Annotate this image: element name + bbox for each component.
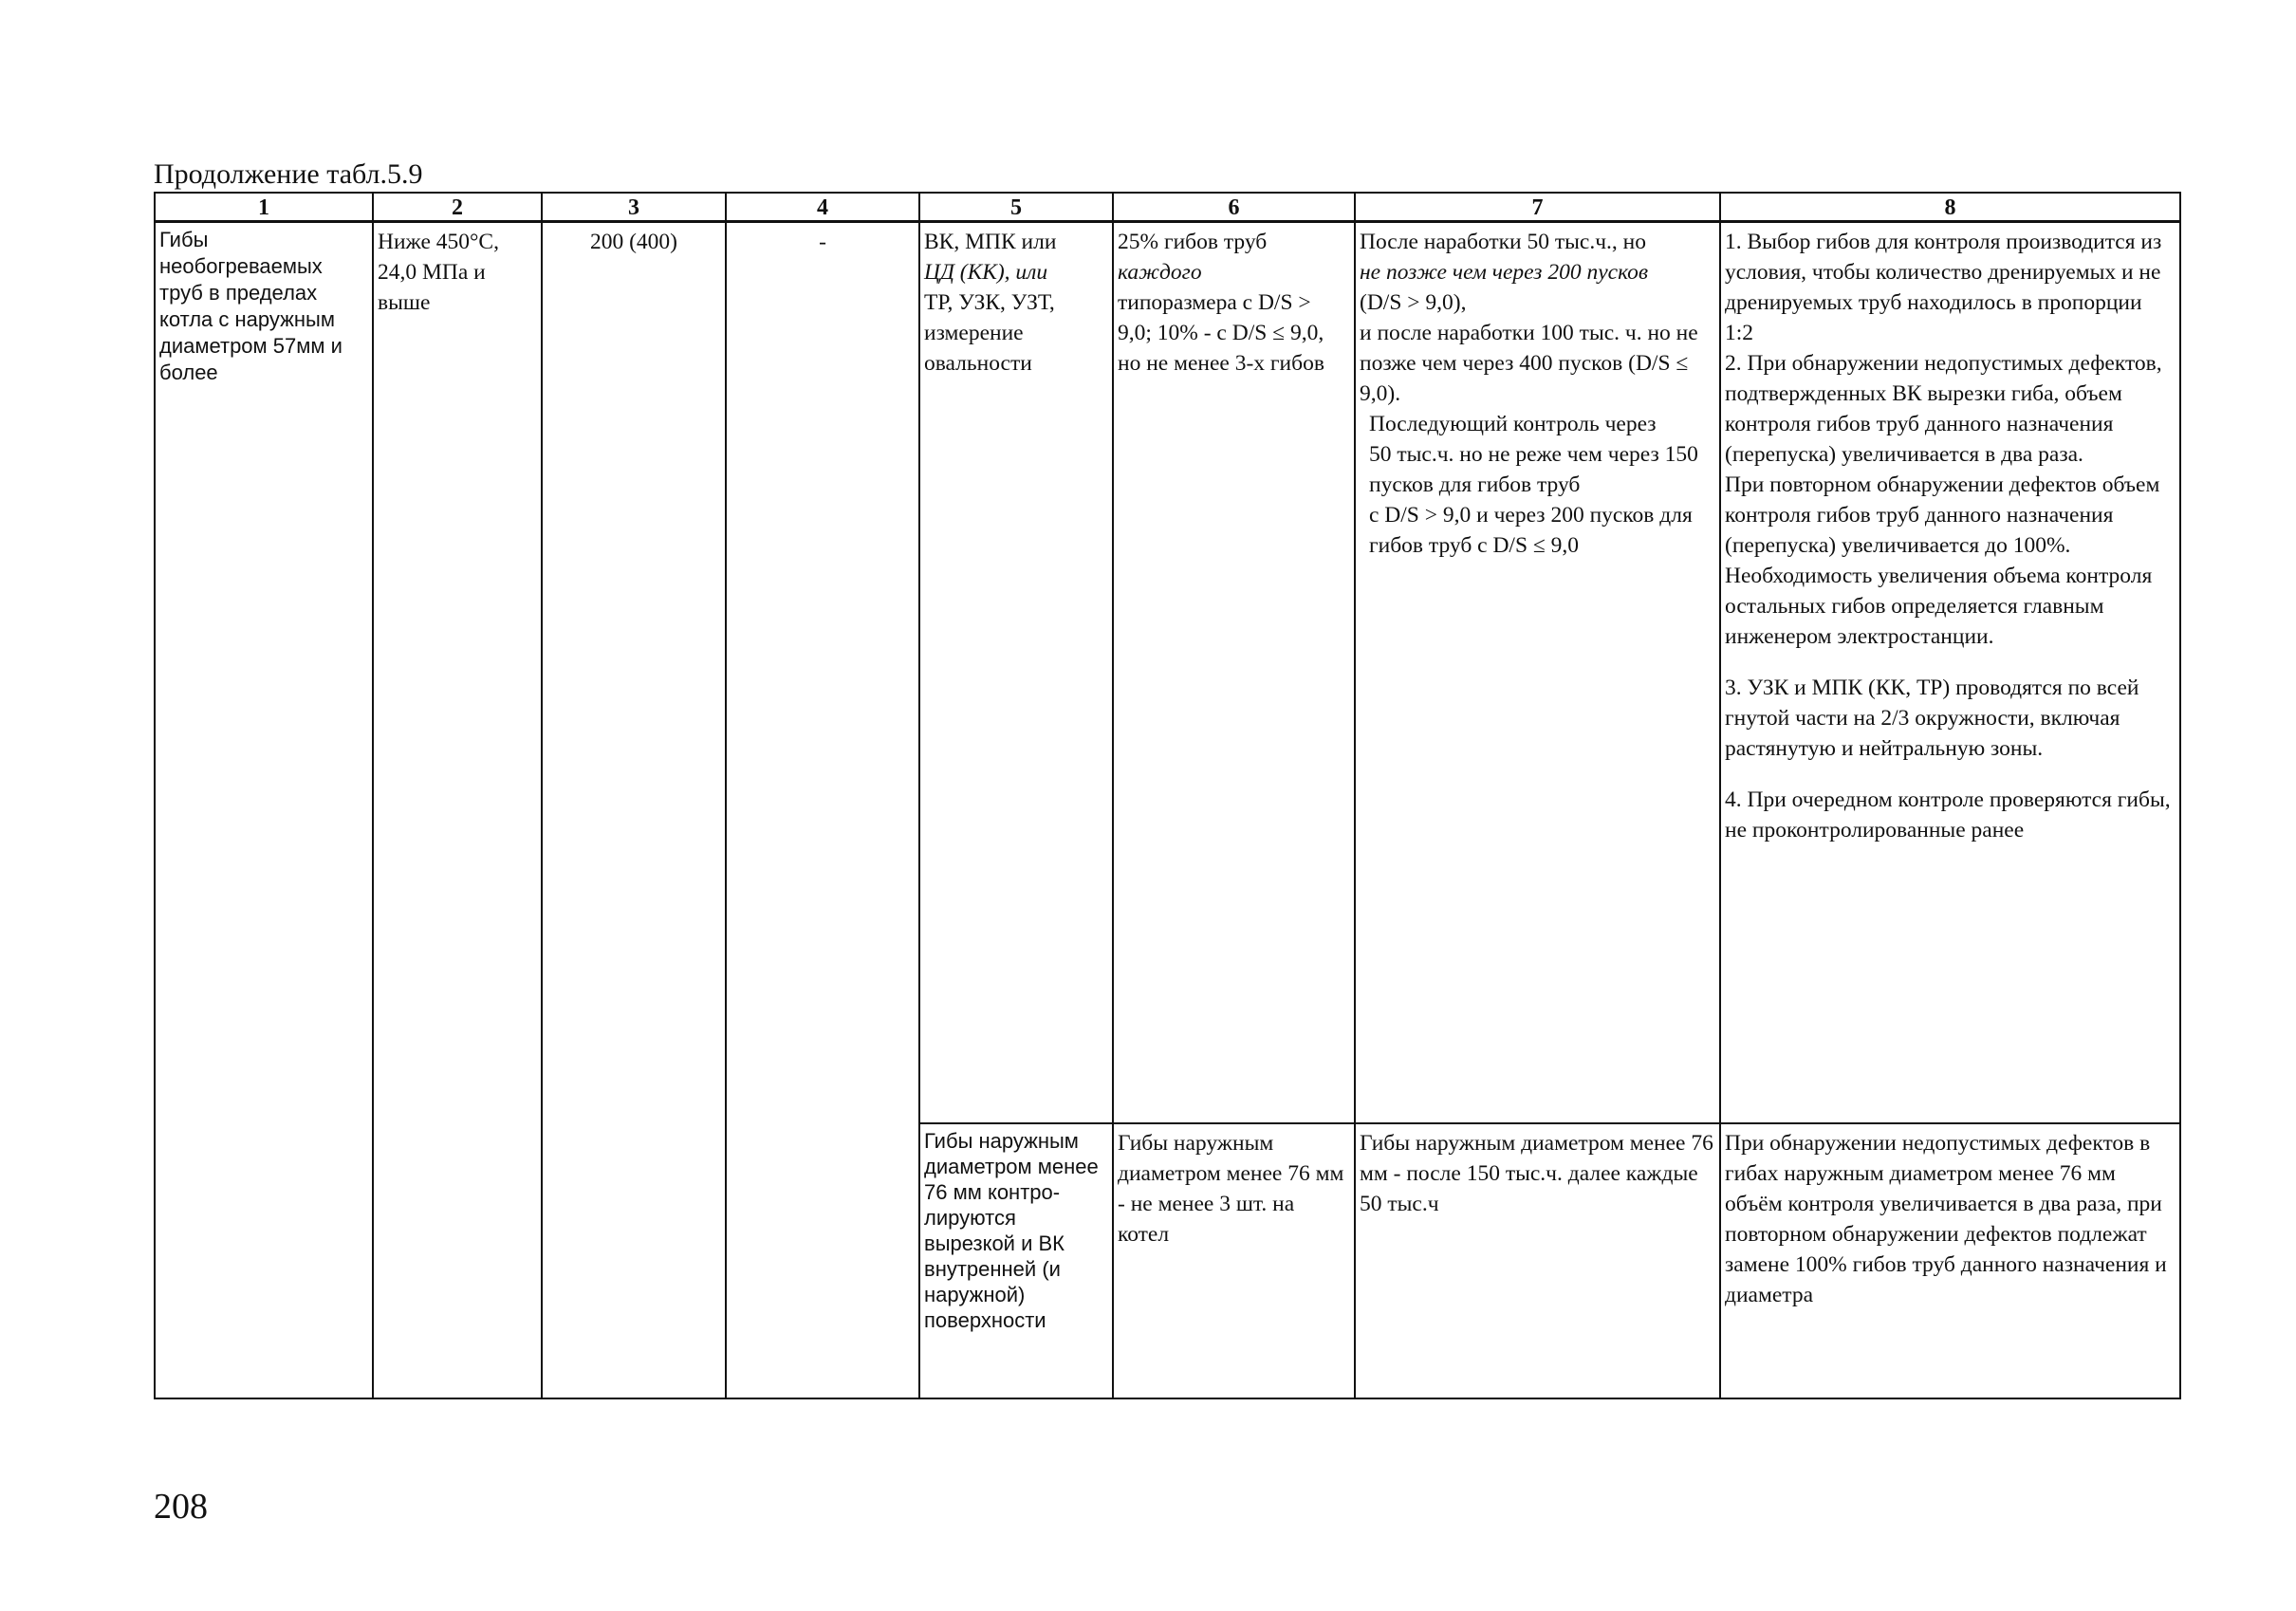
- small-bends-periodicity-cell: Гибы наружным диаметром менее 76 мм - после 150 тыс.ч. далее каждые 50 тыс.ч: [1355, 1123, 1720, 1398]
- column-number-3: 3: [542, 193, 726, 222]
- column-number-1: 1: [155, 193, 373, 222]
- periodicity-line: После наработки 50 тыс.ч., но: [1360, 230, 1647, 254]
- note-item: 4. При очередном контроле проверяются гибы, не проконтролированные ранее: [1725, 787, 2171, 843]
- control-method-line: ТР, УЗК, УЗТ, измерение овальности: [924, 290, 1055, 376]
- column-number-7: 7: [1355, 193, 1720, 222]
- note-item: 2. При обнаружении недопустимых дефектов, подтвержденных ВК вырезки гиба, объем контроля гибов труб данного назначения (перепуска) увеличивается в два раза.: [1725, 351, 2162, 467]
- note-item: 1. Выбор гибов для контроля производится из условия, чтобы количество дренируемых и не дренируемых труб находилось в пропорции 1:2: [1725, 230, 2162, 345]
- note-spacer: [1725, 652, 2176, 673]
- note-item: Необходимость увеличения объема контроля остальных гибов определяется главным инженером электростанции.: [1725, 564, 2153, 649]
- column-number-row: [155, 193, 2180, 222]
- table-row: [155, 222, 2180, 1123]
- periodicity-line: с D/S > 9,0 и через 200 пусков для гибов труб с D/S ≤ 9,0: [1369, 503, 1693, 558]
- column-number-8: 8: [1720, 193, 2180, 222]
- notes-cell: [1720, 222, 2180, 1123]
- periodicity-line: Последующий контроль через: [1369, 412, 1657, 436]
- periodicity-line: 50 тыс.ч. но не реже чем через 150 пусков для гибов труб: [1369, 442, 1698, 497]
- column-4-cell: -: [726, 222, 919, 1398]
- control-method-line: ВК, МПК или: [924, 230, 1057, 254]
- column-number-6: 6: [1113, 193, 1355, 222]
- operating-parameters-cell: Ниже 450°С, 24,0 МПа и выше: [373, 222, 542, 1398]
- control-method-line: ЦД (КК), или: [924, 260, 1048, 285]
- small-bends-scope-cell: Гибы наружным диаметром менее 76 мм - не менее 3 шт. на котел: [1113, 1123, 1355, 1398]
- control-periodicity-cell: [1355, 222, 1720, 1123]
- control-scope-line: каждого: [1118, 260, 1202, 285]
- periodicity-line: (D/S > 9,0),: [1360, 290, 1467, 315]
- element-description-cell: Гибы необогреваемых труб в пределах котла с наружным диаметром 57мм и более: [155, 222, 373, 1398]
- operating-hours-cell: 200 (400): [542, 222, 726, 1398]
- small-bends-method-cell: Гибы наружным диаметром менее 76 мм контро-лируются вырезкой и ВК внутренней (и наружной) поверхности: [919, 1123, 1113, 1398]
- control-scope-line: 25% гибов труб: [1118, 230, 1268, 254]
- control-scope-line: типоразмера с D/S > 9,0; 10% - с D/S ≤ 9,0, но не менее 3-х гибов: [1118, 290, 1324, 376]
- periodicity-line: не позже чем через 200 пусков: [1360, 260, 1649, 285]
- column-number-4: 4: [726, 193, 919, 222]
- control-scope-cell: [1113, 222, 1355, 1123]
- page-number: 208: [154, 1487, 208, 1527]
- control-method-cell: [919, 222, 1113, 1123]
- note-item: При повторном обнаружении дефектов объем контроля гибов труб данного назначения (перепуска) увеличивается до 100%.: [1725, 472, 2160, 558]
- periodicity-line: и после наработки 100 тыс. ч. но не позже чем через 400 пусков (D/S ≤ 9,0).: [1360, 321, 1698, 406]
- note-item: 3. УЗК и МПК (КК, ТР) проводятся по всей гнутой части на 2/3 окружности, включая растянутую и нейтральную зоны.: [1725, 676, 2139, 761]
- table-caption: Продолжение табл.5.9: [154, 158, 423, 190]
- column-number-5: 5: [919, 193, 1113, 222]
- small-bends-notes-cell: При обнаружении недопустимых дефектов в гибах наружным диаметром менее 76 мм объём контроля увеличивается в два раза, при повторном обнаружении дефектов подлежат замене 100% гибов труб данного назначения и диаметра: [1720, 1123, 2180, 1398]
- inspection-table: [154, 192, 2181, 1399]
- note-spacer: [1725, 764, 2176, 785]
- column-number-2: 2: [373, 193, 542, 222]
